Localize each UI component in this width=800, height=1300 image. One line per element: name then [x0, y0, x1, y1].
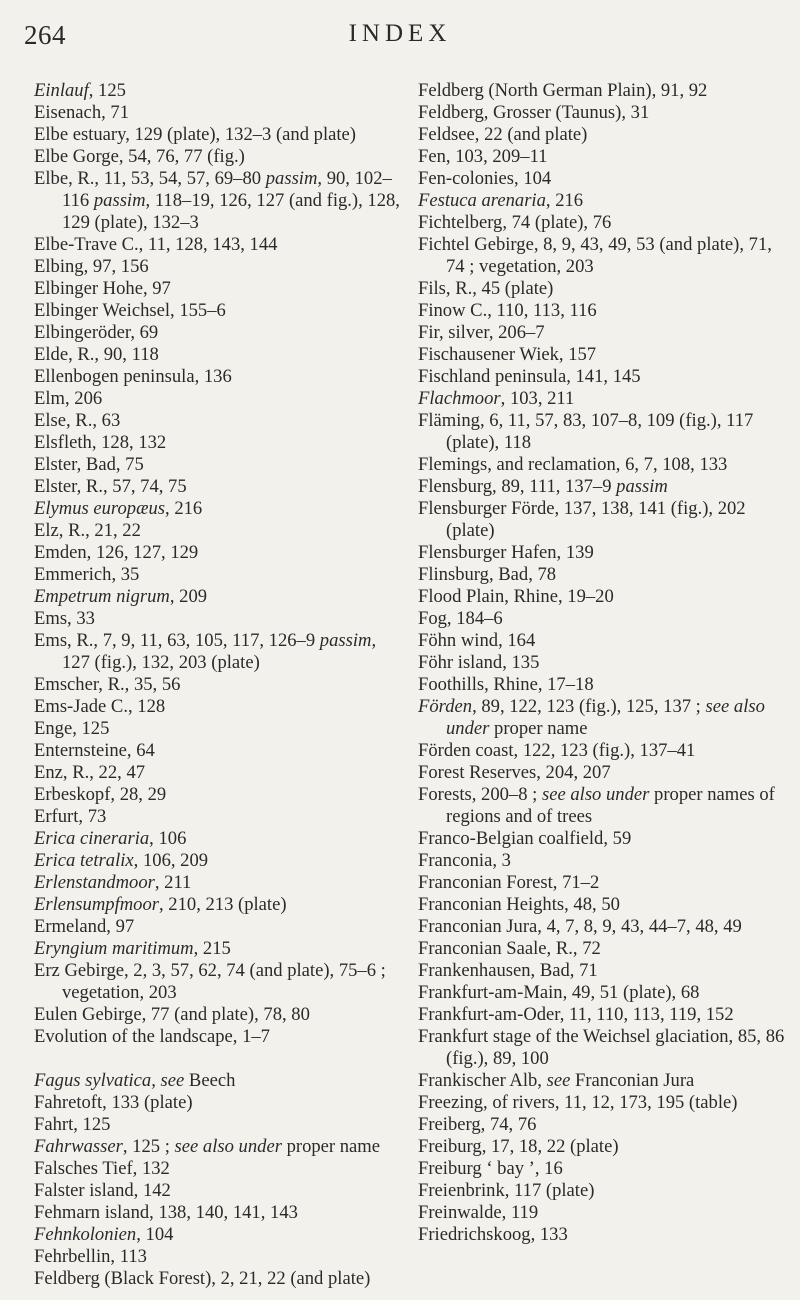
index-entry-text: Elbe-Trave C., 11, 128, 143, 144 [34, 234, 278, 255]
index-entry [34, 278, 400, 300]
index-entry [34, 322, 400, 344]
index-entry [418, 1202, 794, 1224]
index-entry [418, 696, 794, 740]
index-entry-text: Forests, 200–8 ; [418, 784, 542, 805]
index-entry-text: Elz, R., 21, 22 [34, 520, 141, 541]
index-entry [34, 696, 400, 718]
index-entry [34, 762, 400, 784]
index-entry-text: Feldberg (Black Forest), 2, 21, 22 (and plate) [34, 1268, 371, 1289]
index-entry [418, 366, 794, 388]
index-entry [418, 1180, 794, 1202]
index-entry-text: Föhn wind, 164 [418, 630, 536, 651]
index-entry [34, 586, 400, 608]
index-entry [34, 784, 400, 806]
index-entry-text: Fen, 103, 209–11 [418, 146, 548, 167]
index-entry-text: Enz, R., 22, 47 [34, 762, 146, 783]
index-entry [418, 1070, 794, 1092]
index-entry-text: Elm, 206 [34, 388, 103, 409]
index-entry [34, 344, 400, 366]
index-entry [34, 1202, 400, 1224]
index-entry [418, 828, 794, 850]
index-entry-text: Frankischer Alb, [418, 1070, 547, 1091]
index-entry-text: Fichtel Gebirge, 8, 9, 43, 49, 53 (and plate), 71, 74 ; vegetation, 203 [418, 234, 772, 277]
index-entry [418, 652, 794, 674]
index-entry [418, 938, 794, 960]
index-entry-text: Frankfurt stage of the Weichsel glaciation, 85, 86 (fig.), 89, 100 [418, 1026, 785, 1069]
index-entry-italic-text: Flachmoor [418, 388, 501, 409]
index-entry [418, 344, 794, 366]
index-entry-text: Franconian Jura, 4, 7, 8, 9, 43, 44–7, 48, 49 [418, 916, 742, 937]
index-entry-text: Freezing, of rivers, 11, 12, 173, 195 (table) [418, 1092, 738, 1113]
index-entry [34, 674, 400, 696]
index-entry-italic-text: passim [265, 168, 318, 189]
index-entry-text: Falsches Tief, 132 [34, 1158, 170, 1179]
index-entry [418, 1092, 794, 1114]
index-entry-text: Evolution of the landscape, 1–7 [34, 1026, 270, 1047]
index-entry-text: , 215 [193, 938, 231, 959]
index-entry-text: Ermeland, 97 [34, 916, 135, 937]
index-entry-italic-text: see also under [174, 1136, 282, 1157]
index-entry [418, 1158, 794, 1180]
index-entry [34, 718, 400, 740]
index-entry [418, 960, 794, 982]
index-entry [34, 234, 400, 256]
index-entry-text: Emmerich, 35 [34, 564, 140, 585]
index-entry [34, 564, 400, 586]
index-entry [34, 806, 400, 828]
index-entry [34, 1246, 400, 1268]
index-entry [34, 454, 400, 476]
index-entry-italic-text: Elymus europæus [34, 498, 166, 519]
index-entry [34, 1224, 400, 1246]
index-entry [34, 1070, 400, 1092]
index-entry [418, 608, 794, 630]
index-entry-text: Flensburg, 89, 111, 137–9 [418, 476, 617, 497]
index-entry-text: Friedrichskoog, 133 [418, 1224, 568, 1245]
index-entry-text: Emden, 126, 127, 129 [34, 542, 199, 563]
index-entry [34, 168, 400, 234]
index-entry-text: , 106 [149, 828, 187, 849]
index-entry-text: Fog, 184–6 [418, 608, 503, 629]
index-entry-italic-text: passim [319, 630, 372, 651]
index-entry-text: , 104 [136, 1224, 174, 1245]
index-entry-italic-text: Erica tetralix [34, 850, 134, 871]
index-entry-text: Flinsburg, Bad, 78 [418, 564, 557, 585]
index-entry-italic-text: Fahrwasser [34, 1136, 123, 1157]
index-entry-text: Feldberg, Grosser (Taunus), 31 [418, 102, 650, 123]
index-entry [418, 674, 794, 696]
index-entry-text: , 90, 102–116 [62, 168, 392, 211]
index-entry-text: Ems, R., 7, 9, 11, 63, 105, 117, 126–9 [34, 630, 320, 651]
index-entry-text: Erbeskopf, 28, 29 [34, 784, 167, 805]
index-entry-text: Fen-colonies, 104 [418, 168, 552, 189]
page-number: 264 [24, 20, 66, 50]
index-entry-text: Finow C., 110, 113, 116 [418, 300, 597, 321]
index-entry [34, 542, 400, 564]
index-entry [418, 234, 794, 278]
index-entry [418, 168, 794, 190]
index-entry [34, 894, 400, 916]
index-entry [418, 388, 794, 410]
index-entry-text: Flood Plain, Rhine, 19–20 [418, 586, 614, 607]
index-entry [34, 1136, 400, 1158]
index-entry [418, 564, 794, 586]
index-entry-text: Feldsee, 22 (and plate) [418, 124, 588, 145]
index-entry [418, 762, 794, 784]
index-entry-text: proper names of regions and of trees [446, 784, 775, 827]
index-entry [34, 1026, 400, 1048]
index-entry-text: Erz Gebirge, 2, 3, 57, 62, 74 (and plate), 75–6 ; vegetation, 203 [34, 960, 386, 1003]
index-entry [418, 850, 794, 872]
index-entry [34, 630, 400, 674]
index-entry-text: Elbe Gorge, 54, 76, 77 (fig.) [34, 146, 245, 167]
index-entry [418, 1026, 794, 1070]
index-entry [418, 1224, 794, 1246]
index-entry [34, 300, 400, 322]
index-entry-text: , 125 ; [122, 1136, 175, 1157]
index-entry-text: Elsfleth, 128, 132 [34, 432, 167, 453]
index-entry-italic-text: Eryngium maritimum [34, 938, 194, 959]
index-entry-text: , 211 [154, 872, 192, 893]
index-entry [34, 960, 400, 1004]
index-entry [418, 410, 794, 454]
index-entry-text: Elster, R., 57, 74, 75 [34, 476, 187, 497]
index-entry-text: Fahrt, 125 [34, 1114, 111, 1135]
index-entry [34, 1114, 400, 1136]
index-entry-text: Flensburger Förde, 137, 138, 141 (fig.), 202 (plate) [418, 498, 746, 541]
index-entry-text: Franconian Heights, 48, 50 [418, 894, 620, 915]
index-entry-text: Freiberg, 74, 76 [418, 1114, 537, 1135]
index-entry-text: Förden coast, 122, 123 (fig.), 137–41 [418, 740, 696, 761]
index-entry-text: Flensburger Hafen, 139 [418, 542, 594, 563]
index-entry-italic-text: see [546, 1070, 571, 1091]
index-entry-text: Franco-Belgian coalfield, 59 [418, 828, 632, 849]
index-entry [34, 1004, 400, 1026]
index-entry-text: Freiburg ‘ bay ’, 16 [418, 1158, 563, 1179]
index-entry-text: Franconian Forest, 71–2 [418, 872, 600, 893]
index-entry [418, 212, 794, 234]
index-entry-text: Fischland peninsula, 141, 145 [418, 366, 641, 387]
index-column-left [34, 80, 400, 1290]
index-entry [34, 916, 400, 938]
index-entry [34, 146, 400, 168]
index-entry [418, 982, 794, 1004]
index-entry-text: Franconia, 3 [418, 850, 511, 871]
index-entry-text: , 118–19, 126, 127 (and fig.), 128, 129 (plate), 132–3 [62, 190, 400, 233]
index-entry-text: Fir, silver, 206–7 [418, 322, 545, 343]
index-entry-text: Beech [184, 1070, 236, 1091]
index-entry-italic-text: Erlenstandmoor [34, 872, 155, 893]
index-entry-text: Elde, R., 90, 118 [34, 344, 159, 365]
index-entry-text: proper name [281, 1136, 381, 1157]
index-entry-text: , 210, 213 (plate) [159, 894, 287, 915]
index-entry [34, 102, 400, 124]
index-entry [34, 850, 400, 872]
index-entry [34, 80, 400, 102]
index-entry-text: Eisenach, 71 [34, 102, 130, 123]
index-entry-text: Fils, R., 45 (plate) [418, 278, 554, 299]
index-entry [34, 938, 400, 960]
index-entry-italic-text: Fagus sylvatica, see [34, 1070, 185, 1091]
index-entry [418, 498, 794, 542]
index-entry-italic-text: Erica cineraria [34, 828, 150, 849]
index-entry-text: Elster, Bad, 75 [34, 454, 144, 475]
index-entry [418, 102, 794, 124]
index-entry-text: Frankenhausen, Bad, 71 [418, 960, 598, 981]
index-entry [418, 586, 794, 608]
index-entry [418, 190, 794, 212]
index-entry [418, 1004, 794, 1026]
index-entry-text: Feldberg (North German Plain), 91, 92 [418, 80, 708, 101]
index-entry-text: Fehrbellin, 113 [34, 1246, 147, 1267]
index-entry-text: Elbinger Hohe, 97 [34, 278, 171, 299]
index-entry-italic-text: Empetrum nigrum [34, 586, 170, 607]
index-entry-text: Fichtelberg, 74 (plate), 76 [418, 212, 612, 233]
index-entry-text: , 89, 122, 123 (fig.), 125, 137 ; [472, 696, 706, 717]
index-entry-text: , 125 [88, 80, 126, 101]
index-entry [418, 454, 794, 476]
index-entry-text: , 216 [165, 498, 203, 519]
index-entry-text: Ellenbogen peninsula, 136 [34, 366, 232, 387]
index-entry-text: proper name [489, 718, 588, 739]
index-entry [34, 498, 400, 520]
index-entry [34, 432, 400, 454]
index-entry-text: , 209 [169, 586, 208, 607]
index-entry [34, 520, 400, 542]
index-entry-text: Enternsteine, 64 [34, 740, 155, 761]
index-entry [34, 1180, 400, 1202]
index-entry [418, 740, 794, 762]
index-entry-text: Forest Reserves, 204, 207 [418, 762, 611, 783]
index-entry-text: Franconian Jura [570, 1070, 695, 1091]
index-entry-text: Elbingeröder, 69 [34, 322, 159, 343]
index-entry-text: , 106, 209 [133, 850, 209, 871]
index-entry-text: Föhr island, 135 [418, 652, 540, 673]
index-entry-text: Elbe, R., 11, 53, 54, 57, 69–80 [34, 168, 266, 189]
index-column-right [418, 80, 794, 1246]
index-entry-text: Frankfurt-am-Main, 49, 51 (plate), 68 [418, 982, 700, 1003]
index-entry [34, 1158, 400, 1180]
index-entry [34, 124, 400, 146]
index-entry-italic-text: Erlensumpfmoor [34, 894, 159, 915]
running-head: INDEX [348, 20, 452, 47]
index-entry-text: , 127 (fig.), 132, 203 (plate) [62, 630, 377, 673]
index-entry-text: Elbe estuary, 129 (plate), 132–3 (and plate) [34, 124, 357, 145]
index-entry-italic-text: see also under [446, 696, 765, 739]
index-entry-text: Flemings, and reclamation, 6, 7, 108, 133 [418, 454, 728, 475]
index-entry-text: Fehmarn island, 138, 140, 141, 143 [34, 1202, 298, 1223]
index-entry [418, 300, 794, 322]
index-entry-text: Fischausener Wiek, 157 [418, 344, 597, 365]
index-entry [418, 894, 794, 916]
index-entry-text: Freienbrink, 117 (plate) [418, 1180, 595, 1201]
index-entry-italic-text: Fehnkolonien [34, 1224, 137, 1245]
index-entry-italic-text: Förden [418, 696, 473, 717]
index-entry [418, 476, 794, 498]
index-entry [34, 388, 400, 410]
index-entry-text: Foothills, Rhine, 17–18 [418, 674, 594, 695]
index-entry-text: Enge, 125 [34, 718, 110, 739]
index-entry [418, 872, 794, 894]
index-entry [34, 366, 400, 388]
section-gap [34, 1048, 400, 1070]
index-entry-text: Erfurt, 73 [34, 806, 107, 827]
index-entry-italic-text: passim [616, 476, 668, 497]
index-entry-text: Fahretoft, 133 (plate) [34, 1092, 193, 1113]
index-entry-text: Emscher, R., 35, 56 [34, 674, 181, 695]
index-entry [418, 916, 794, 938]
index-entry-text: Falster island, 142 [34, 1180, 171, 1201]
index-entry-italic-text: passim [93, 190, 146, 211]
index-entry [34, 476, 400, 498]
index-entry [418, 1114, 794, 1136]
index-entry [418, 322, 794, 344]
index-entry-text: Else, R., 63 [34, 410, 121, 431]
index-entry-text: Ems-Jade C., 128 [34, 696, 166, 717]
index-entry-text: Fläming, 6, 11, 57, 83, 107–8, 109 (fig.), 117 (plate), 118 [418, 410, 754, 453]
index-entry [418, 1136, 794, 1158]
index-entry [34, 828, 400, 850]
index-entry-italic-text: see also under [541, 784, 650, 805]
index-entry [34, 1268, 400, 1290]
index-entry-text: , 216 [545, 190, 584, 211]
index-entry [418, 80, 794, 102]
index-entry-text: , 103, 211 [500, 388, 575, 409]
index-entry [418, 630, 794, 652]
index-entry [34, 410, 400, 432]
index-entry [418, 146, 794, 168]
index-entry [34, 872, 400, 894]
index-entry-text: Freinwalde, 119 [418, 1202, 539, 1223]
index-entry-text: Elbing, 97, 156 [34, 256, 149, 277]
index-entry-text: Elbinger Weichsel, 155–6 [34, 300, 226, 321]
index-entry [418, 542, 794, 564]
index-entry-text: Franconian Saale, R., 72 [418, 938, 601, 959]
index-entry-text: Ems, 33 [34, 608, 95, 629]
index-entry [418, 784, 794, 828]
index-entry [418, 124, 794, 146]
index-entry-text: Freiburg, 17, 18, 22 (plate) [418, 1136, 619, 1157]
index-entry [418, 278, 794, 300]
index-entry [34, 608, 400, 630]
index-entry-italic-text: Einlauf [34, 80, 89, 101]
index-entry [34, 740, 400, 762]
index-entry [34, 256, 400, 278]
index-entry [34, 1092, 400, 1114]
index-entry-text: Eulen Gebirge, 77 (and plate), 78, 80 [34, 1004, 310, 1025]
index-entry-text: Frankfurt-am-Oder, 11, 110, 113, 119, 152 [418, 1004, 734, 1025]
index-entry-italic-text: Festuca arenaria [418, 190, 546, 211]
